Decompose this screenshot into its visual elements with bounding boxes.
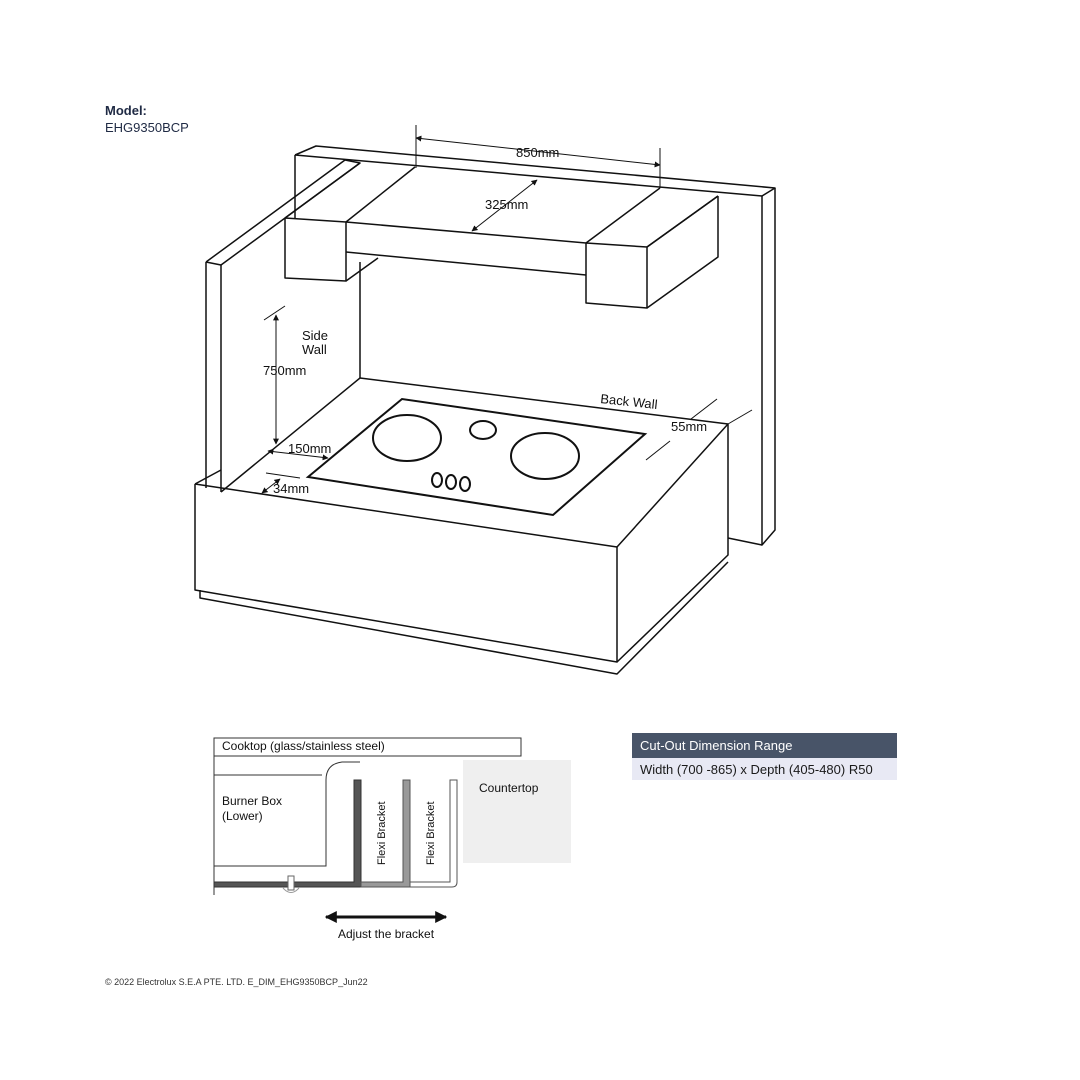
- small-burner-ring: [470, 421, 496, 439]
- flexi-bracket-label-1: Flexi Bracket: [376, 801, 388, 865]
- flexi-bracket-label-2: Flexi Bracket: [425, 801, 437, 865]
- copyright-footer: © 2022 Electrolux S.E.A PTE. LTD. E_DIM_EHG9350BCP_Jun22: [105, 977, 368, 987]
- right-burner-ring: [511, 433, 579, 479]
- left-burner-ring: [373, 415, 441, 461]
- side-wall-label-1: Side: [302, 328, 329, 343]
- adjust-bracket-label: Adjust the bracket: [338, 927, 435, 941]
- side-wall: [206, 160, 360, 492]
- cutout-dimension-table: [632, 733, 897, 780]
- control-knob-1: [432, 473, 442, 487]
- dim-55: 55mm: [671, 419, 708, 434]
- bracket-screw: [288, 876, 294, 890]
- cooktop: [308, 399, 645, 515]
- cooktop-label: Cooktop (glass/stainless steel): [222, 739, 385, 753]
- dim-750: 750mm: [263, 363, 307, 378]
- cutout-table-header: Cut-Out Dimension Range: [632, 733, 897, 758]
- dim-850: 850mm: [516, 145, 560, 160]
- control-knob-3: [460, 477, 470, 491]
- model-number: EHG9350BCP: [105, 120, 189, 135]
- cross-section: [214, 738, 571, 917]
- burner-box-label-1: Burner Box: [222, 794, 283, 808]
- countertop-label: Countertop: [479, 781, 539, 795]
- burner-box-label-2: (Lower): [222, 809, 263, 823]
- counter-cabinet: [195, 378, 728, 674]
- countertop-block: [463, 760, 571, 863]
- back-wall-label: Back Wall: [599, 391, 659, 412]
- dim-325: 325mm: [485, 197, 529, 212]
- side-wall-label-2: Wall: [302, 342, 327, 357]
- dim-150: 150mm: [288, 441, 332, 456]
- range-hood: [285, 163, 718, 308]
- cutout-table-value: Width (700 -865) x Depth (405-480) R50: [632, 758, 897, 780]
- dim-34: 34mm: [273, 481, 310, 496]
- control-knob-2: [446, 475, 456, 489]
- model-label: Model:: [105, 103, 147, 118]
